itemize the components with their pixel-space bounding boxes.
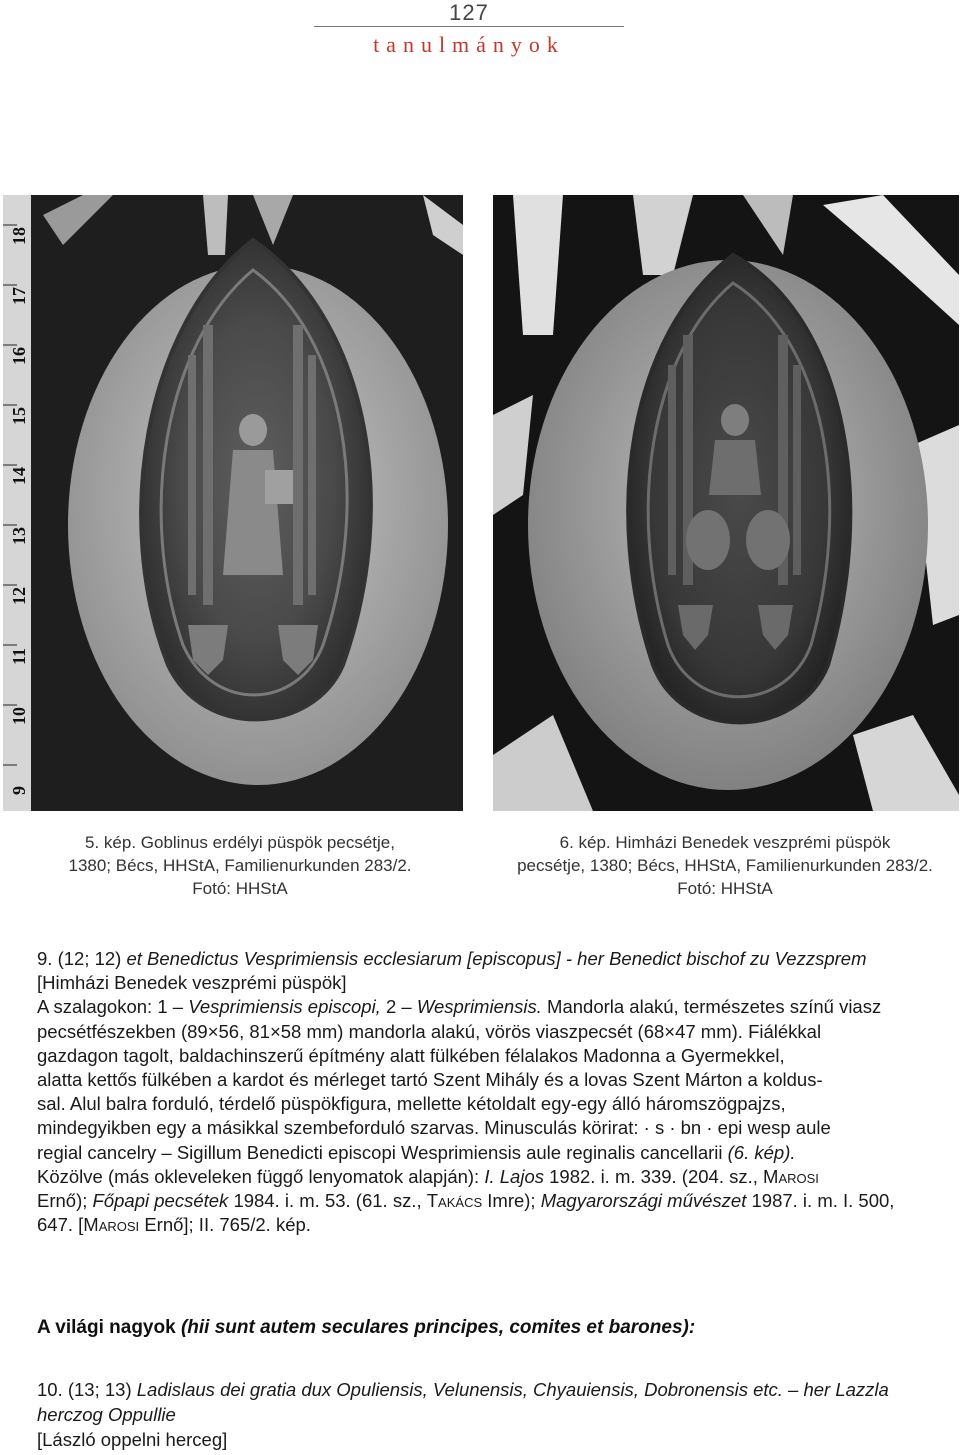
publication-line: 647. [Marosi Ernő]; II. 765/2. kép. [37,1214,311,1236]
svg-text:13: 13 [9,527,29,545]
caption-line: 5. kép. Goblinus erdélyi püspök pecsétje, [85,833,395,852]
description-line: regial cancelry – Sigillum Benedicti episcopi Wesprimiensis aule reginalis cancellarii (6. kép). [37,1141,796,1163]
description-line: pecsétfészekben (89×56, 81×58 mm) mandorla alakú, vörös viaszpecsét (68×47 mm). Fiálékkal [37,1020,822,1042]
svg-text:11: 11 [9,647,29,665]
latin-title: et Benedictus Vesprimiensis ecclesiarum [episcopus] - her Benedict bischof zu Vezzsprem [126,948,867,969]
section-label: tanulmányok [373,32,565,57]
page-number: 127 [449,0,489,25]
section-heading: A világi nagyok (hii sunt autem seculares principes, comites et barones): [37,1317,696,1338]
caption-line: 6. kép. Himházi Benedek veszprémi püspök [559,833,891,852]
entry-title-line: 9. (12; 12) et Benedictus Vesprimiensis ecclesiarum [episcopus] - her Benedict bischof zu Vezzsprem [37,948,867,969]
catalogue-entry-9 [37,947,925,1237]
ribbons-line: A szalagokon: 1 – Vesprimiensis episcopi, 2 – Wesprimiensis. Mandorla alakú, természetes színű viasz [37,996,882,1018]
svg-text:14: 14 [9,467,29,485]
svg-text:9: 9 [9,786,29,795]
caption-line: Fotó: HHStA [677,879,773,898]
svg-text:10: 10 [9,707,29,725]
svg-text:12: 12 [9,587,29,605]
wax-seal-photo-goblinus [3,195,463,811]
figure-caption-right [500,831,950,900]
entry-title-line: herczog Oppullie [37,1404,176,1425]
caption-line: Fotó: HHStA [192,879,288,898]
hungarian-name: [Himházi Benedek veszprémi püspök] [37,972,347,994]
caption-line: pecsétje, 1380; Bécs, HHStA, Familienurkunden 283/2. [517,856,933,875]
page-header [314,0,624,61]
figure-caption-left [40,831,440,900]
publication-line: Ernő); Főpapi pecsétek 1984. i. m. 53. (61. sz., Takács Imre); Magyarországi művészet 1987. i. m. I. 500, [37,1190,895,1212]
entry-title-line: 10. (13; 13) Ladislaus dei gratia dux Opuliensis, Velunensis, Chyauiensis, Dobronensis etc. – her Lazzla [37,1379,889,1400]
seal-photo-right [493,195,959,811]
header-rule [314,26,624,27]
description-line: mindegyikben egy a másikkal szembeforduló szarvas. Minusculás körirat: · s · bn · epi wesp aule [37,1117,831,1139]
svg-text:15: 15 [9,407,29,425]
caption-line: 1380; Bécs, HHStA, Familienurkunden 283/2. [68,856,412,875]
description-line: sal. Alul balra forduló, térdelő püspökfigura, mellette kétoldalt egy-egy álló háromszögpajzs, [37,1093,786,1115]
svg-text:16: 16 [9,347,29,365]
description-line: alatta kettős fülkében a kardot és mérleget tartó Szent Mihály és a lovas Szent Márton a koldus- [37,1069,823,1091]
wax-seal-photo-benedek [493,195,959,811]
hungarian-name: [László oppelni herceg] [37,1429,228,1450]
catalogue-entry-10 [37,1377,925,1452]
publication-line: Közölve (más okleveleken függő lenyomatok alapján): I. Lajos 1982. i. m. 339. (204. sz., Marosi [37,1165,819,1187]
description-line: gazdagon tagolt, baldachinszerű építmény alatt fülkében félalakos Madonna a Gyermekkel, [37,1044,785,1066]
svg-text:18: 18 [9,227,29,245]
svg-text:17: 17 [9,287,29,305]
seal-photo-left [3,195,463,811]
